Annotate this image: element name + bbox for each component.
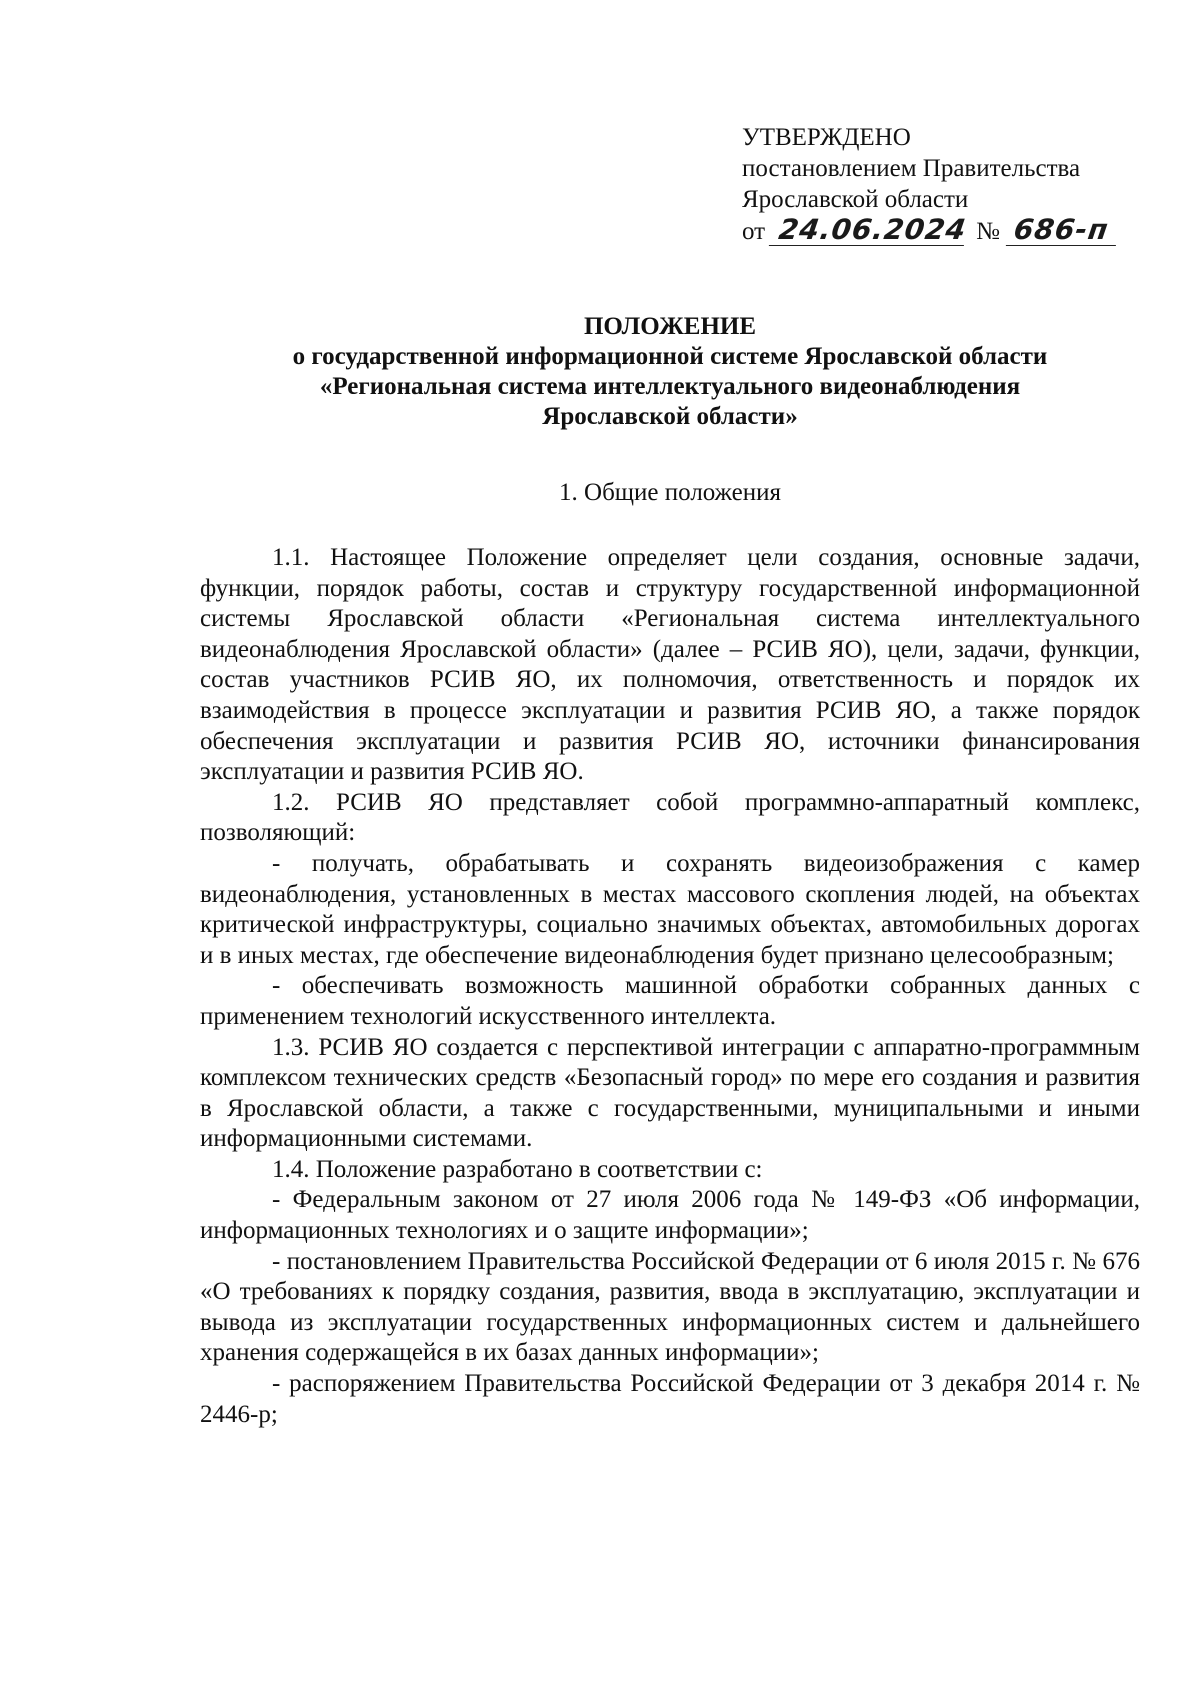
list-item-resolution: - постановлением Правительства Российской Федерации от 6 июля 2015 г. № 676 «О требованиях к порядку создания, развития, ввода в эксплуатацию, эксплуатации и вывода из эксплуатации государственных информационных систем и дальнейшего хранения содержащейся в их базах данных информации»; <box>200 1247 1140 1367</box>
title-line-3: «Региональная система интеллектуального видеонаблюдения <box>319 373 1021 400</box>
approval-region: Ярославской области <box>742 186 969 213</box>
paragraph-1-2: 1.2. РСИВ ЯО представляет собой программно-аппаратный комплекс, позволяющий: <box>200 788 1140 847</box>
approval-number-label: № <box>976 218 1000 245</box>
list-item-federal-law: - Федеральным законом от 27 июля 2006 года № 149-ФЗ «Об информации, информационных технологиях и о защите информации»; <box>200 1186 1140 1245</box>
approval-from-label: от <box>742 218 766 245</box>
approval-date-row <box>742 215 1162 247</box>
approval-stamp <box>742 122 1162 247</box>
document-body <box>200 543 1140 1430</box>
paragraph-1-1: 1.1. Настоящее Положение определяет цели создания, основные задачи, функции, порядок работы, состав и структуру государственной информационной системы Ярославской области «Региональная система интеллектуального видеонаблюдения Ярославской области» (далее – РСИВ ЯО), цели, задачи, функции, состав участников РСИВ ЯО, их полномочия, ответственность и порядок их взаимодействия в процессе эксплуатации и развития РСИВ ЯО, а также порядок обеспечения эксплуатации и развития РСИВ ЯО, источники финансирования эксплуатации и развития РСИВ ЯО. <box>200 544 1140 786</box>
list-item-ai: - обеспечивать возможность машинной обработки собранных данных с применением технологий искусственного интеллекта. <box>200 972 1140 1030</box>
title-line-1: ПОЛОЖЕНИЕ <box>583 313 757 340</box>
section-heading: 1. Общие положения <box>559 479 781 506</box>
handwritten-date: 24.06.2024 <box>769 215 968 246</box>
approval-heading: УТВЕРЖДЕНО <box>742 124 911 151</box>
paragraph-1-4: 1.4. Положение разработано в соответствии с: <box>272 1155 763 1183</box>
title-line-4: Ярославской области» <box>542 403 798 430</box>
title-line-2: о государственной информационной системе Ярославской области <box>292 343 1048 370</box>
approval-authority: постановлением Правительства <box>742 155 1081 182</box>
paragraph-1-3: 1.3. РСИВ ЯО создается с перспективой интеграции с аппаратно-программным комплексом технических средств «Безопасный город» по мере его создания и развития в Ярославской области, а также с государственными, муниципальными и иными информационными системами. <box>200 1033 1140 1153</box>
list-item-order: - распоряжением Правительства Российской Федерации от 3 декабря 2014 г. № 2446-р; <box>200 1370 1140 1428</box>
handwritten-number: 686-п <box>1006 215 1120 246</box>
document-title <box>200 312 1140 432</box>
list-item-video: - получать, обрабатывать и сохранять видеоизображения с камер видеонаблюдения, установленных в местах массового скопления людей, на объектах критической инфраструктуры, социально значимых объектах, автомобильных дорогах и в иных местах, где обеспечение видеонаблюдения будет признано целесообразным; <box>200 849 1140 969</box>
